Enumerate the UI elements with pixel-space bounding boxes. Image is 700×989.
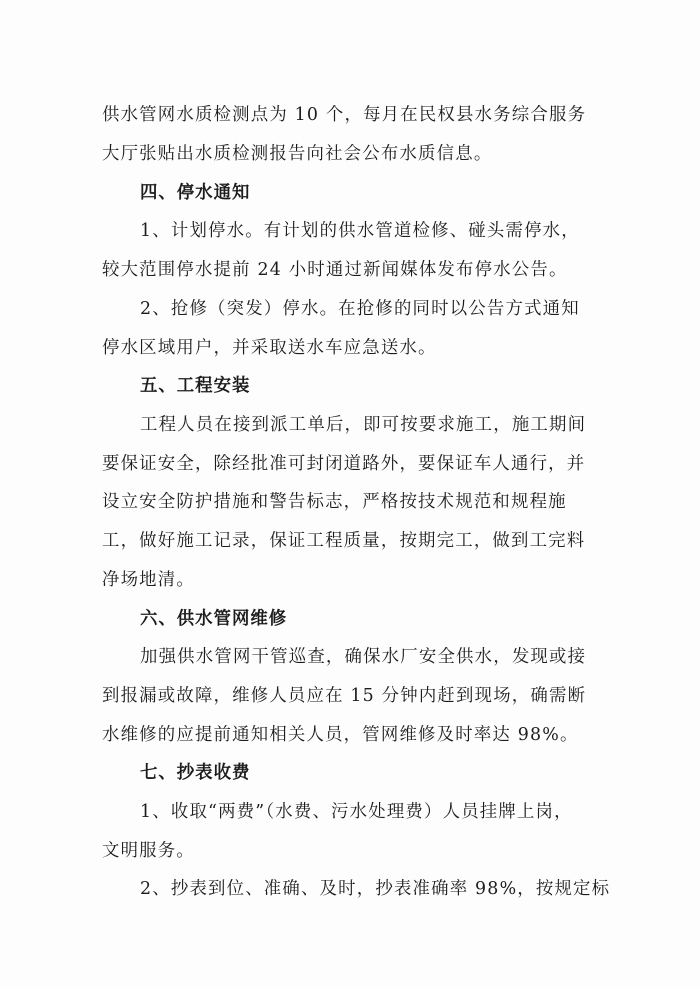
paragraph-line: 大厅张贴出水质检测报告向社会公布水质信息。: [102, 144, 493, 164]
paragraph-line: 工程人员在接到派工单后，即可按要求施工，施工期间: [140, 415, 587, 435]
paragraph-line: 较大范围停水提前 24 小时通过新闻媒体发布停水公告。: [102, 260, 568, 280]
paragraph-line: 1、收取“两费”（水费、污水处理费）人员挂牌上岗，: [140, 802, 573, 822]
section-heading-4: 四、停水通知: [140, 183, 251, 203]
paragraph-line: 加强供水管网干管巡查，确保水厂安全供水，发现或接: [140, 647, 587, 667]
paragraph-line: 要保证安全，除经批准可封闭道路外，要保证车人通行，并: [102, 454, 586, 474]
paragraph-line: 文明服务。: [102, 841, 195, 861]
paragraph-line: 停水区域用户，并采取送水车应急送水。: [102, 338, 437, 358]
paragraph-line: 2、抢修（突发）停水。在抢修的同时以公告方式通知: [140, 299, 580, 319]
paragraph-line: 设立安全防护措施和警告标志，严格按技术规范和规程施: [102, 492, 567, 512]
paragraph-line: 供水管网水质检测点为 10 个，每月在民权县水务综合服务: [102, 105, 587, 125]
section-heading-6: 六、供水管网维修: [140, 609, 288, 629]
paragraph-line: 水维修的应提前通知相关人员，管网维修及时率达 98%。: [102, 725, 579, 745]
paragraph-line: 到报漏或故障，维修人员应在 15 分钟内赶到现场，确需断: [102, 686, 587, 706]
paragraph-line: 工，做好施工记录，保证工程质量，按期完工，做到工完料: [102, 531, 586, 551]
paragraph-line: 2、抄表到位、准确、及时，抄表准确率 98%，按规定标: [140, 879, 611, 899]
section-heading-5: 五、工程安装: [140, 376, 251, 396]
paragraph-line: 1、计划停水。有计划的供水管道检修、碰头需停水，: [140, 221, 580, 241]
section-heading-7: 七、抄表收费: [140, 763, 251, 783]
paragraph-line: 净场地清。: [102, 570, 195, 590]
